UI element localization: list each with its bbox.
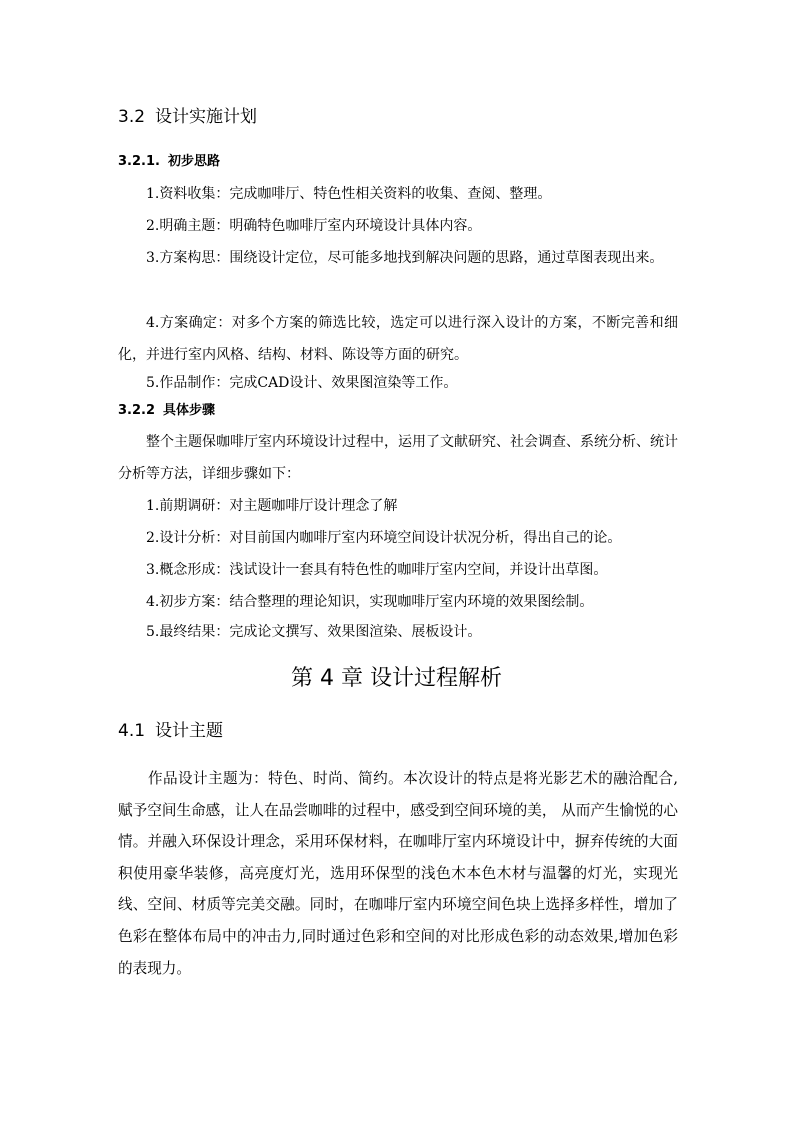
list-item: 1.前期调研：对主题咖啡厅设计理念了解: [146, 498, 398, 514]
list-item: 3.概念形成：浅试设计一套具有特色性的咖啡厅室内空间，并设计出草图。: [146, 562, 608, 578]
list-item: 3.方案构思：围绕设计定位，尽可能多地找到解决问题的思路，通过草图表现出来。: [146, 250, 664, 266]
subsection-heading-3-2-1: [118, 152, 678, 172]
subsection-title: 初步思路: [167, 154, 220, 169]
list-item: 1.资料收集：完成咖啡厅、特色性相关资料的收集、查阅、整理。: [146, 186, 552, 202]
section-heading-3-2: [118, 105, 678, 129]
subsection-number: 3.2.2: [118, 403, 156, 418]
list-item: 2.明确主题：明确特色咖啡厅室内环境设计具体内容。: [146, 218, 482, 234]
chapter-title: 第 4 章 设计过程解析: [291, 666, 502, 691]
section-title: 设计主题: [155, 721, 224, 741]
list-item: 4.方案确定：对多个方案的筛选比较，选定可以进行深入设计的方案，不断完善和细化，并进行室内风格、结构、材料、陈设等方面的研究。: [118, 315, 678, 363]
list-item: 5.最终结果：完成论文撰写、效果图渲染、展板设计。: [146, 624, 482, 640]
subsection-number: 3.2.1.: [118, 154, 160, 169]
section-number: 4.1: [118, 721, 146, 741]
list-item: 2.设计分析：对目前国内咖啡厅室内环境空间设计状况分析，得出自己的论。: [146, 530, 622, 546]
intro-paragraph: 整个主题保咖啡厅室内环境设计过程中，运用了文献研究、社会调查、系统分析、统计分析等方法，详细步骤如下：: [118, 434, 678, 482]
subsection-heading-3-2-2: [118, 401, 678, 421]
section-heading-4-1: [118, 719, 678, 743]
list-item: 4.初步方案：结合整理的理论知识，实现咖啡厅室内环境的效果图绘制。: [146, 594, 594, 610]
body-paragraph: 作品设计主题为：特色、时尚、简约。本次设计的特点是将光影艺术的融洽配合,赋予空间生命感，让人在品尝咖啡的过程中，感受到空间环境的美， 从而产生愉悦的心情。并融入环保设计理念，采用环保材料，在咖啡厅室内环境设计中，摒弃传统的大面积使用豪华装修，高亮度灯光，选用环保型的浅色木本色木材与温馨的灯光，实现光线、空间、材质等完美交融。同时，在咖啡厅室内环境空间色块上选择多样性，增加了色彩在整体布局中的冲击力,同时通过色彩和空间的对比形成色彩的动态效果,增加色彩的表现力。: [118, 770, 678, 977]
subsection-title: 具体步骤: [163, 403, 216, 418]
section-title: 设计实施计划: [155, 107, 258, 127]
section-number: 3.2: [118, 107, 146, 127]
list-item: 5.作品制作：完成CAD设计、效果图渲染等工作。: [146, 375, 458, 391]
